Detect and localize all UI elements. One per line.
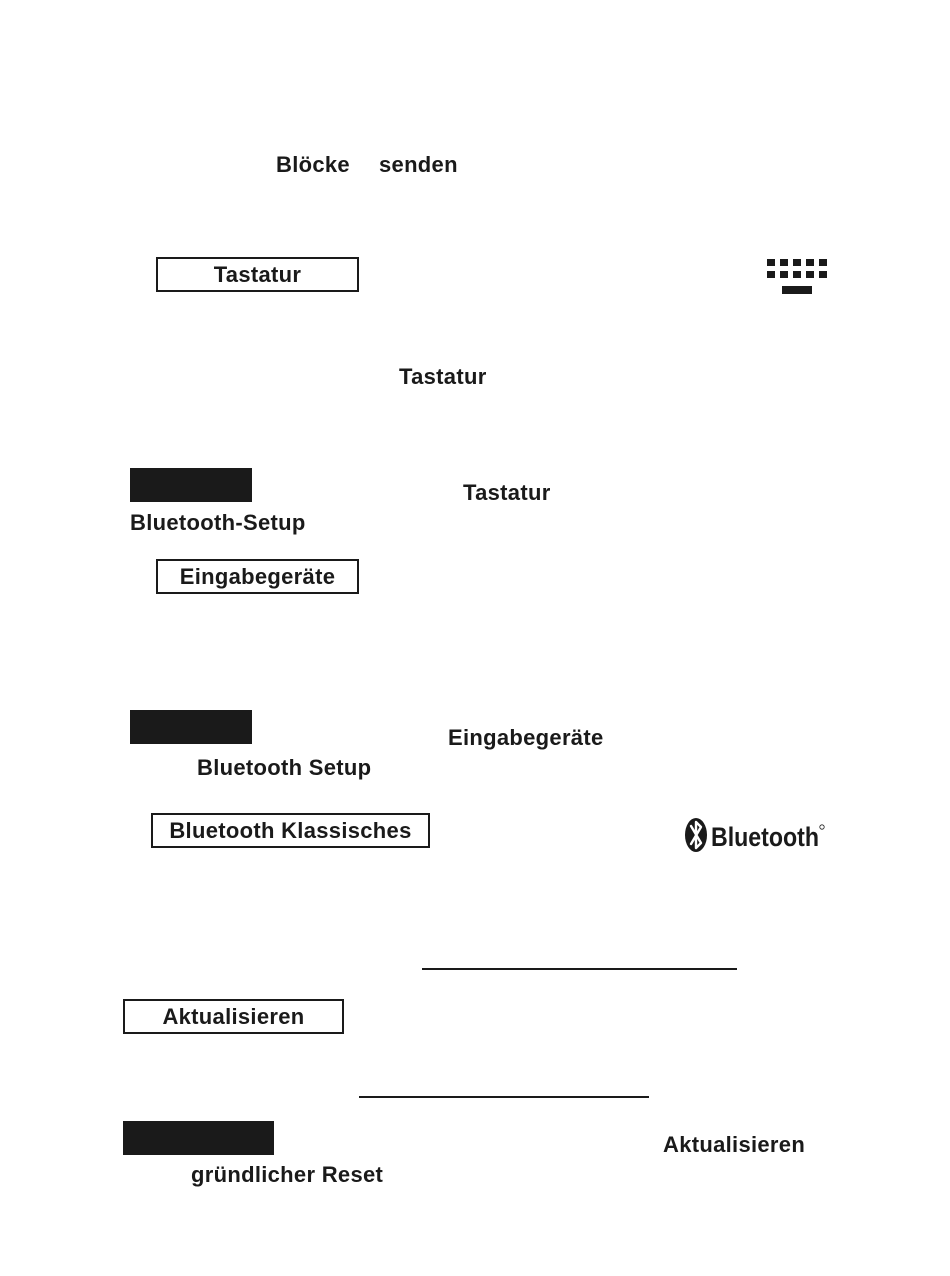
keyboard-icon xyxy=(767,259,827,302)
text-bloecke: Blöcke xyxy=(276,152,350,177)
text-bluetooth-setup-hyphen: Bluetooth-Setup xyxy=(130,510,306,535)
text-eingabegeraete-1: Eingabegeräte xyxy=(448,725,604,750)
text-gruendlicher-reset: gründlicher Reset xyxy=(191,1162,384,1187)
bluetooth-logo-text: Bluetooth xyxy=(711,822,819,852)
text-aktualisieren-1: Aktualisieren xyxy=(663,1132,806,1157)
underline-rule-2 xyxy=(359,1096,649,1098)
bluetooth-logo-icon xyxy=(684,815,826,860)
underline-rule-1 xyxy=(422,968,737,970)
redaction-bar-2 xyxy=(130,710,252,744)
text-tastatur-1: Tastatur xyxy=(399,364,487,389)
redaction-bar-3 xyxy=(123,1121,274,1155)
eingabegeraete-box: Eingabegeräte xyxy=(156,559,359,594)
text-senden: senden xyxy=(379,152,458,177)
aktualisieren-box: Aktualisieren xyxy=(123,999,344,1034)
text-bluetooth-setup: Bluetooth Setup xyxy=(197,755,372,780)
bluetooth-klassisches-box: Bluetooth Klassisches xyxy=(151,813,430,848)
tastatur-box: Tastatur xyxy=(156,257,359,292)
redaction-bar-1 xyxy=(130,468,252,502)
text-tastatur-2: Tastatur xyxy=(463,480,551,505)
